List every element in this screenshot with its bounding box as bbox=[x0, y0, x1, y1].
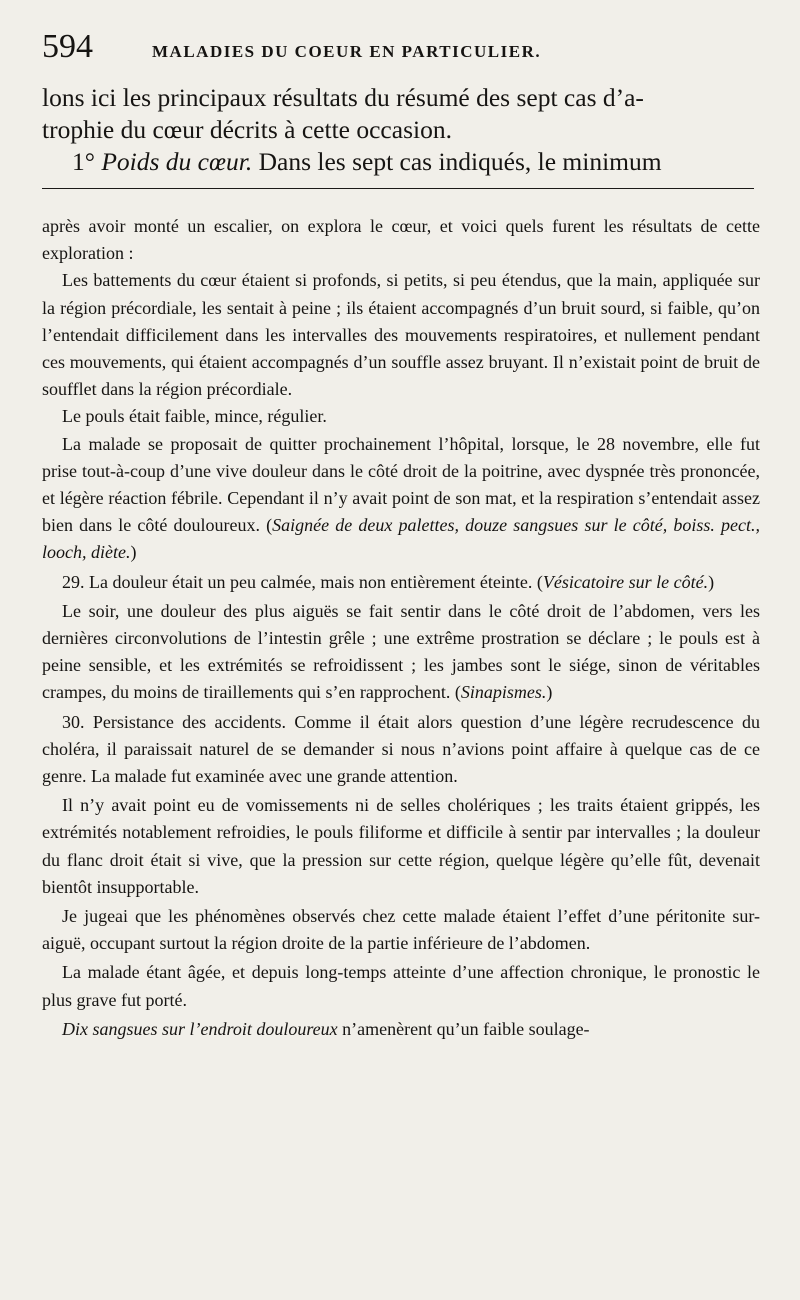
paragraph-4 bbox=[42, 431, 760, 567]
paragraph-5-close: ) bbox=[708, 571, 715, 592]
paragraph-6-close: ) bbox=[546, 682, 553, 703]
paragraph-6-treatment: Sinapismes. bbox=[460, 682, 547, 703]
paragraph-4-treatment: Saignée de deux palettes, douze sangsues sur le côté, boiss. pect., looch, diète. bbox=[42, 515, 760, 563]
page-number: 594 bbox=[42, 28, 93, 65]
top-text-block bbox=[42, 82, 760, 178]
top-line-3 bbox=[42, 146, 760, 178]
paragraph-11 bbox=[42, 1016, 760, 1043]
paragraph-11-text: n’amenèrent qu’un faible soulage- bbox=[337, 1018, 590, 1039]
paragraph-9: Je jugeai que les phénomènes observés chez cette malade étaient l’effet d’une péritonite sur-aiguë, occupant surtout la région droite de la partie inférieure de l’abdomen. bbox=[42, 906, 760, 954]
paragraph-1: après avoir monté un escalier, on explora le cœur, et voici quels furent les résultats de cette exploration : bbox=[42, 216, 760, 264]
item-number: 1° bbox=[72, 147, 95, 176]
top-line-1: lons ici les principaux résultats du résumé des sept cas d’a- bbox=[42, 83, 644, 112]
paragraph-5 bbox=[42, 569, 760, 596]
paragraph-6 bbox=[42, 598, 760, 707]
paragraph-4-text: La malade se proposait de quitter prochainement l’hôpital, lorsque, le 28 novembre, elle fut prise tout-à-coup d’une vive douleur dans le côté droit de la poitrine, avec dyspnée très prononcée, et légère réaction fébrile. Cependant il n’y avait point de son mat, et la respiration s’entendait assez bien dans le côté douloureux. ( bbox=[42, 433, 760, 536]
paragraph-3: Le pouls était faible, mince, régulier. bbox=[62, 406, 327, 427]
item-title: Poids du cœur. bbox=[101, 147, 253, 176]
main-text bbox=[42, 213, 760, 1043]
top-line-2: trophie du cœur décrits à cette occasion. bbox=[42, 115, 452, 144]
paragraph-6-text: Le soir, une douleur des plus aiguës se fait sentir dans le côté droit de l’abdomen, vers les dernières circonvolutions de l’intestin grêle ; une extrême prostration se déclare ; le pouls est à peine sensible, et les extrémités se refroidissent ; les jambes sont le siége, sinon de véritables crampes, du moins de tiraillements qui s’en rapprochent. ( bbox=[42, 600, 760, 703]
paragraph-4-close: ) bbox=[130, 542, 137, 563]
item-text: Dans les sept cas indiqués, le minimum bbox=[258, 147, 662, 176]
paragraph-8: Il n’y avait point eu de vomissements ni de selles cholériques ; les traits étaient grippés, les extrémités notablement refroidies, le pouls filiforme et difficile à sentir par intervalles ; la douleur du flanc droit était si vive, que la pression sur cette région, quelque légère qu’elle fût, devenait bientôt insupportable. bbox=[42, 795, 760, 897]
page-header bbox=[42, 28, 760, 82]
horizontal-rule bbox=[42, 188, 754, 189]
paragraph-2: Les battements du cœur étaient si profonds, si petits, si peu étendus, que la main, appliquée sur la région précordiale, les sentait à peine ; ils étaient accompagnés d’un bruit sourd, si faible, qu’on l’entendait difficilement dans les intervalles des mouvements respiratoires, et nullement pendant ces mouvements, qui étaient accompagnés d’un souffle assez bruyant. Il n’existait point de bruit de soufflet dans la région précordiale. bbox=[42, 270, 760, 400]
paragraph-5-text: 29. La douleur était un peu calmée, mais non entièrement éteinte. ( bbox=[62, 571, 543, 592]
paragraph-7: 30. Persistance des accidents. Comme il était alors question d’une légère recrudescence du choléra, il paraissait naturel de se demander si nous n’avions point affaire à quelque cas de ce genre. La malade fut examinée avec une grande attention. bbox=[42, 711, 760, 787]
running-title: MALADIES DU COEUR EN PARTICULIER. bbox=[152, 42, 542, 61]
paragraph-5-treatment: Vésicatoire sur le côté. bbox=[542, 571, 709, 592]
paragraph-10: La malade étant âgée, et depuis long-temps atteinte d’une affection chronique, le pronostic le plus grave fut porté. bbox=[42, 962, 760, 1010]
paragraph-11-treatment: Dix sangsues sur l’endroit douloureux bbox=[62, 1018, 338, 1039]
